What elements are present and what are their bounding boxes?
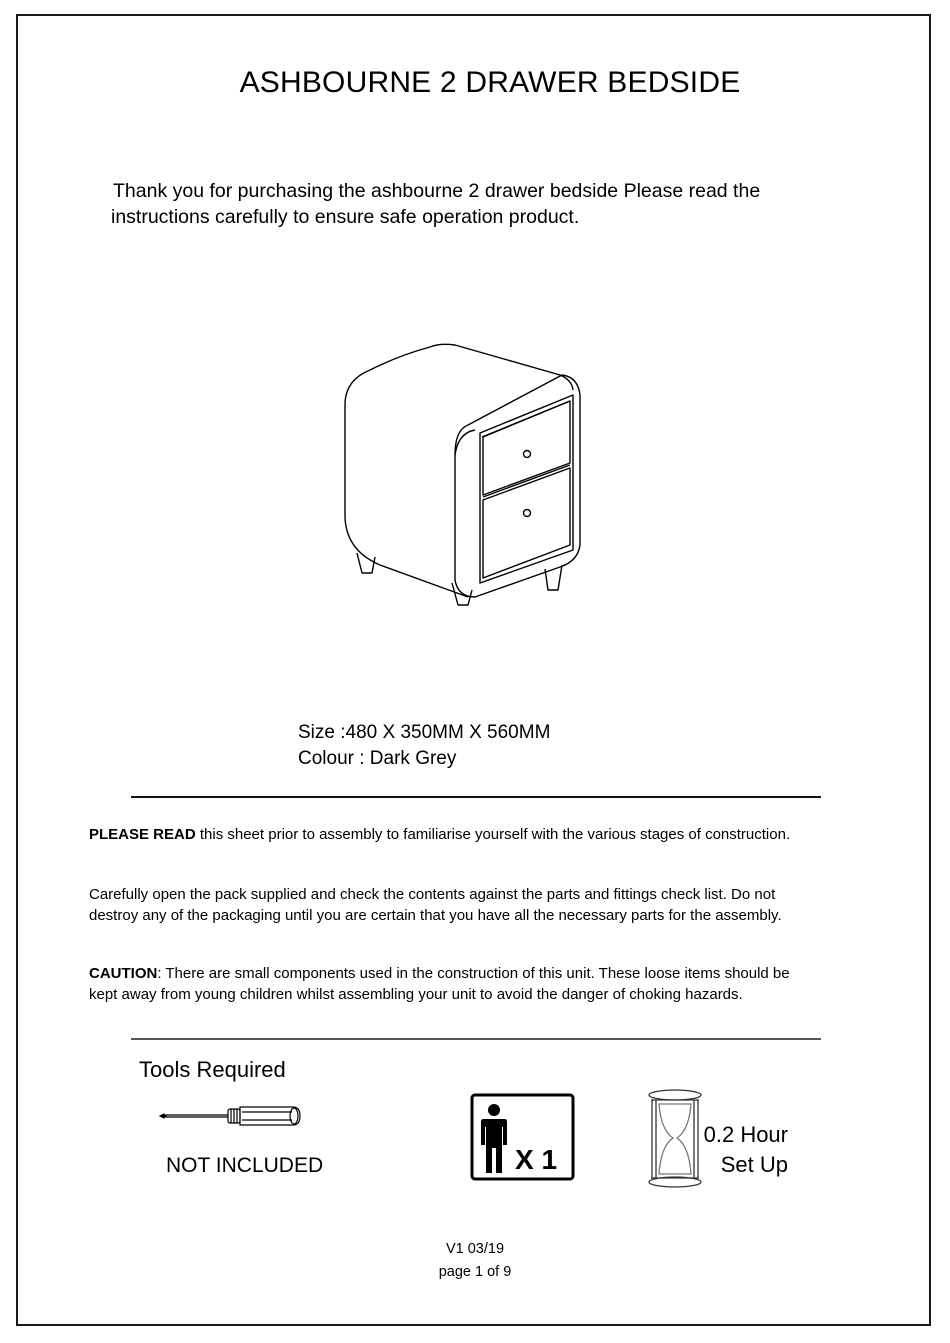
people-required-badge (470, 1093, 575, 1181)
setup-time-value: 0.2 (703, 1122, 735, 1147)
hourglass-icon (645, 1088, 705, 1188)
divider-top (131, 796, 821, 798)
tools-heading: Tools Required (139, 1057, 286, 1082)
people-count: X 1 (515, 1144, 558, 1175)
intro-line-2: instructions carefully to ensure safe operation product. (111, 206, 580, 228)
caution-notice (89, 963, 889, 1005)
please-read-label: PLEASE READ (89, 826, 196, 843)
bedside-cabinet-icon (340, 335, 585, 610)
setup-time (700, 1120, 788, 1180)
check-contents-line-1: Carefully open the pack supplied and check the contents against the parts and fittings check list. Do not (89, 886, 776, 903)
document-title: ASHBOURNE 2 DRAWER BEDSIDE (239, 66, 741, 99)
intro-text (111, 178, 851, 230)
caution-label: CAUTION (89, 965, 158, 982)
product-specs (298, 720, 550, 772)
page-number: page 1 of 9 (438, 1264, 512, 1280)
version-label: V1 03/19 (445, 1241, 505, 1257)
please-read-text: this sheet prior to assembly to familiarise yourself with the various stages of construction. (195, 826, 791, 843)
colour-spec: Colour : Dark Grey (298, 748, 457, 769)
page-footer (0, 1238, 950, 1284)
size-spec: Size :480 X 350MM X 560MM (298, 722, 551, 743)
caution-line-2: kept away from young children whilst assembling your unit to avoid the danger of choking hazards. (89, 986, 743, 1003)
intro-line-1: Thank you for purchasing the ashbourne 2 drawer bedside Please read the (113, 180, 761, 202)
caution-line-1: : There are small components used in the construction of this unit. These loose items should be (157, 965, 790, 982)
person-icon (470, 1093, 575, 1181)
setup-time-label: Set Up (720, 1152, 788, 1177)
divider-bottom (131, 1038, 821, 1040)
please-read-notice (89, 824, 889, 845)
not-included-label: NOT INCLUDED (166, 1154, 324, 1177)
check-contents-notice (89, 884, 889, 926)
screwdriver-icon (158, 1103, 303, 1129)
check-contents-line-2: destroy any of the packaging until you are certain that you have all the necessary parts for the assembly. (89, 907, 782, 924)
setup-time-unit: Hour (740, 1122, 788, 1147)
